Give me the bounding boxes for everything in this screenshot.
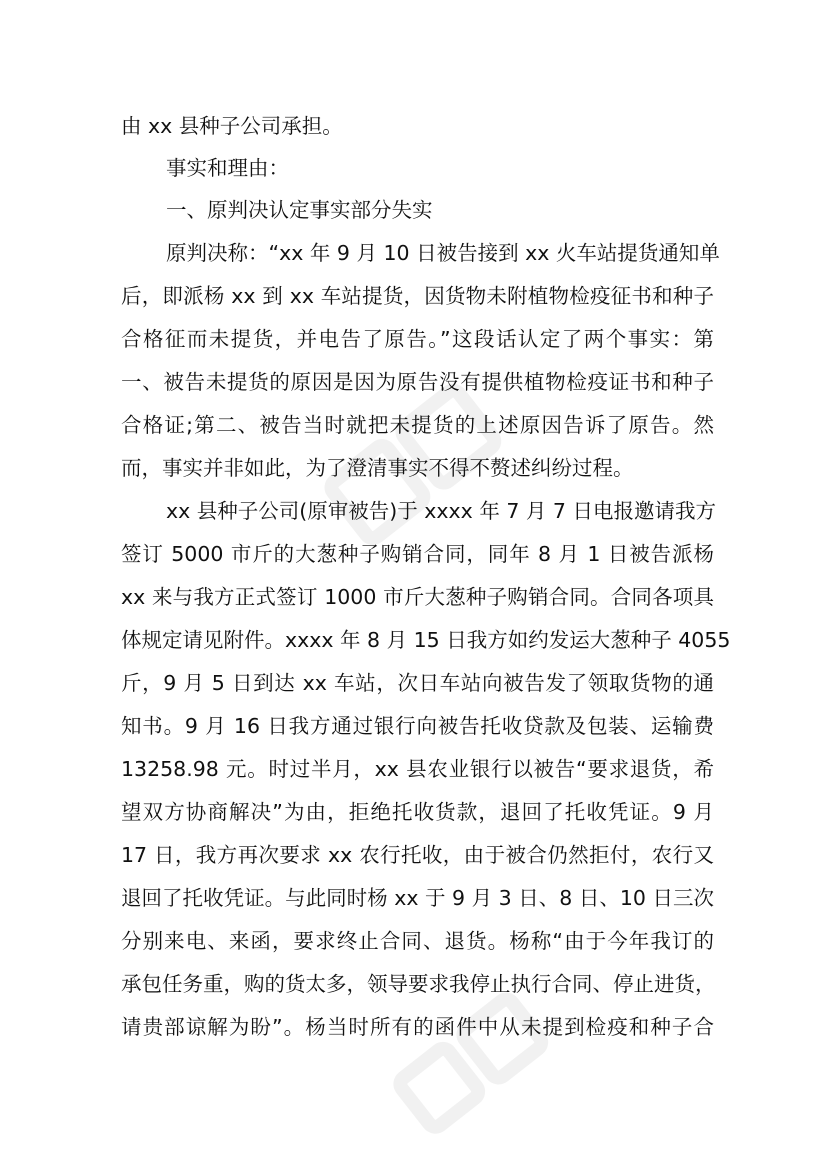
paragraph-line: 后，即派杨 xx 到 xx 车站提货，因货物未附植物检疫征书和种子	[121, 284, 714, 308]
paragraph-line: 由 xx 县种子公司承担。	[121, 114, 343, 138]
paragraph-line: 而，事实并非如此，为了澄清事实不得不赘述纠纷过程。	[121, 456, 634, 480]
paragraph-line: xx 县种子公司(原审被告)于 xxxx 年 7 月 7 日电报邀请我方	[166, 499, 716, 523]
paragraph-line: 分别来电、来函，要求终止合同、退货。杨称“由于今年我订的	[121, 929, 714, 953]
paragraph-line: 体规定请见附件。xxxx 年 8 月 15 日我方如约发运大葱种子 4055	[121, 628, 731, 652]
paragraph-line: 斤，9 月 5 日到达 xx 车站，次日车站向被告发了领取货物的通	[121, 671, 714, 695]
paragraph-line: 合格证;第二、被告当时就把未提货的上述原因告诉了原告。然	[121, 413, 714, 437]
paragraph-line: 原判决称：“xx 年 9 月 10 日被告接到 xx 火车站提货通知单	[166, 241, 720, 265]
section-heading: 事实和理由：	[166, 156, 289, 180]
paragraph-line: 17 日，我方再次要求 xx 农行托收，由于被合仍然拒付，农行又	[121, 843, 714, 867]
paragraph-line: 知书。9 月 16 日我方通过银行向被告托收贷款及包装、运输费	[121, 714, 714, 738]
paragraph-line: 签订 5000 市斤的大葱种子购销合同，同年 8 月 1 日被告派杨	[121, 542, 714, 566]
paragraph-line: 退回了托收凭证。与此同时杨 xx 于 9 月 3 日、8 日、10 日三次	[121, 886, 714, 910]
paragraph-line: 一、被告未提货的原因是因为原告没有提供植物检疫证书和种子	[121, 370, 714, 394]
paragraph-line: 合格征而未提货，并电告了原告。”这段话认定了两个事实：第	[121, 327, 714, 351]
paragraph-line: 请贵部谅解为盼”。杨当时所有的函件中从未提到检疫和种子合	[121, 1015, 714, 1039]
section-subheading: 一、原判决认定事实部分失实	[166, 198, 433, 222]
paragraph-line: 承包任务重，购的货太多，领导要求我停止执行合同、停止进货，	[121, 972, 716, 996]
paragraph-line: 13258.98 元。时过半月，xx 县农业银行以被告“要求退货，希	[121, 757, 714, 781]
paragraph-line: 望双方协商解决”为由，拒绝托收货款，退回了托收凭证。9 月	[121, 800, 714, 824]
paragraph-line: xx 来与我方正式签订 1000 市斤大葱种子购销合同。合同各项具	[121, 585, 714, 609]
